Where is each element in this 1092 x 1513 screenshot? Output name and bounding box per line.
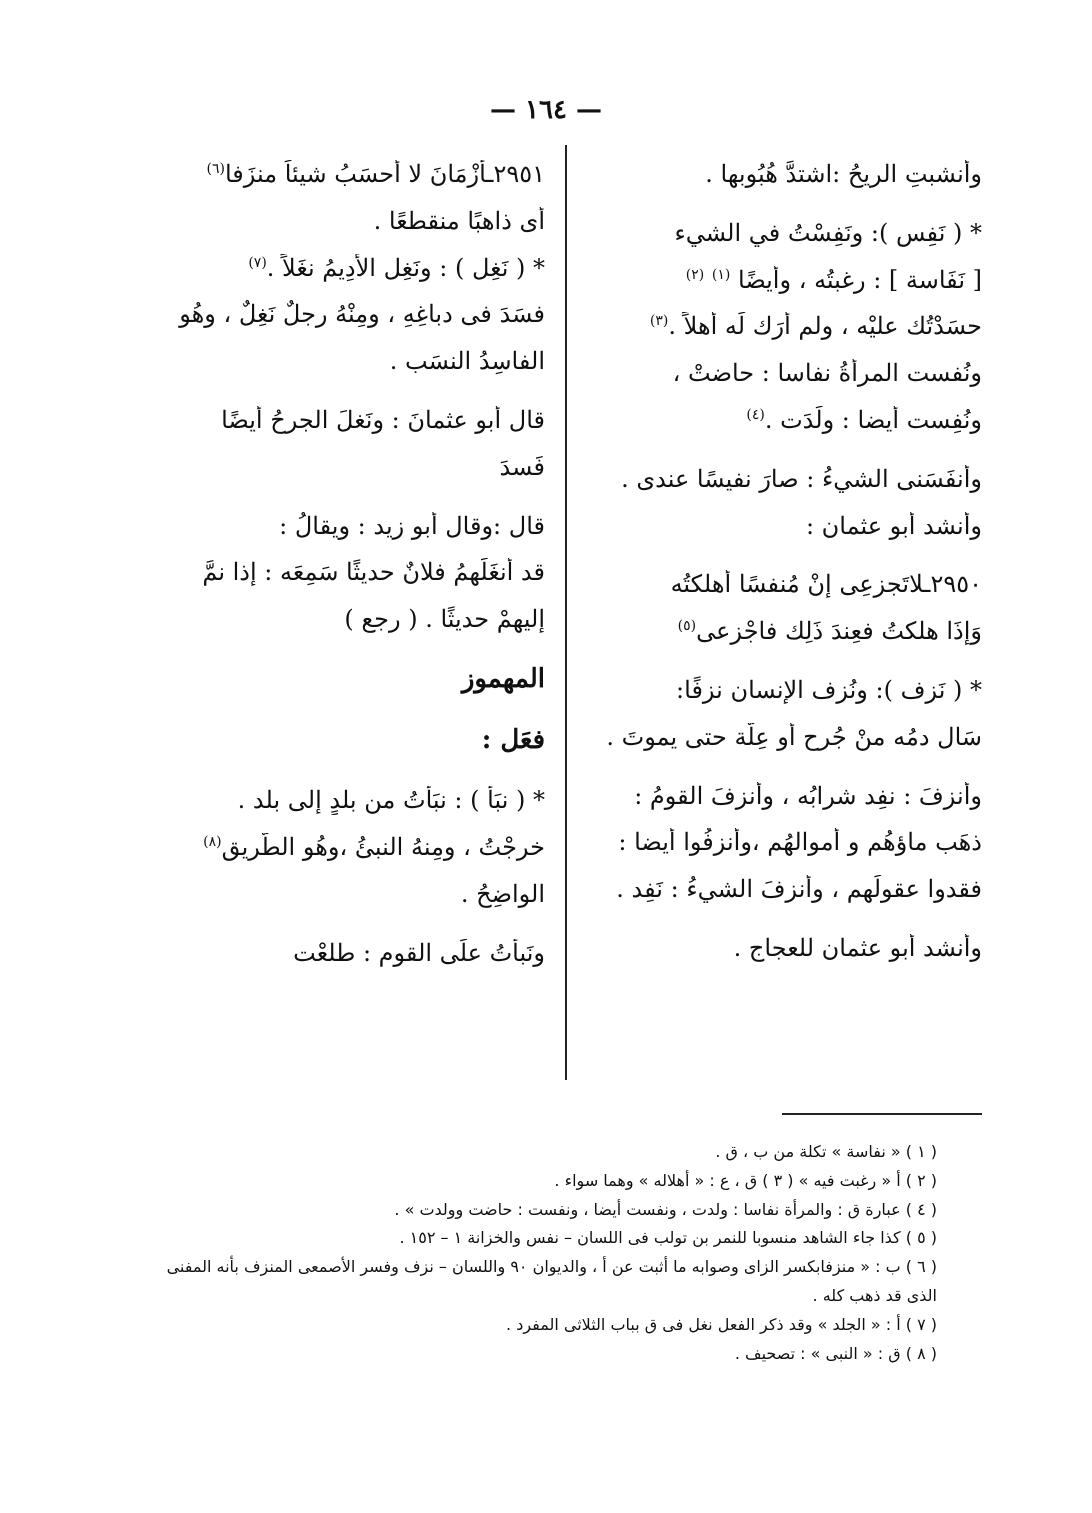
text-line: سَال دمُه منْ جُرحٍ أو عِلَّة حتى يموتَ . — [606, 722, 982, 751]
text-line — [582, 312, 982, 341]
text-line: الفاسِدُ النسَب . — [389, 347, 545, 376]
text-line: * ( نبَأَ ) : نبَأْتُ من بلدٍ إلى بلد . — [237, 786, 545, 815]
text-line: ونَبأْتُ علَى القومِ : طلعْت — [293, 938, 545, 967]
line-text: خرجْتُ ، ومِنهُ النبئُ ،وهُو الطَّريق — [221, 833, 545, 862]
footnote-ref: (٦) — [206, 161, 225, 177]
line-text: حسَدْتُك عليْه ، ولم أرَك لَه أهلاً . — [668, 312, 982, 341]
text-line: فسَدَ فى دباغِهِ ، ومِنْهُ رجلٌ نَغِلٌ ، وهُو — [179, 300, 545, 329]
text-line: وأنفَسَنى الشيءُ : صارَ نفيسًا عندى . — [621, 464, 982, 493]
text-line: وأنزفَ : نفِد شرابُه ، وأنزفَ القومُ : — [634, 781, 982, 810]
footnote-ref: (٥) — [677, 618, 697, 635]
subsection-heading: فعَل : — [481, 725, 545, 756]
footnote-ref: (٢) — [685, 266, 705, 283]
text-line: وأنشبتِ الريحُ :اشتدَّ هُبُوبها . — [705, 160, 982, 188]
footnote-ref: (٣) — [649, 313, 669, 330]
footnote: ( ١ ) « نفاسة » تكلة من ب ، ق . — [715, 1142, 937, 1161]
text-line: فَسدَ — [499, 452, 545, 481]
verse-line — [165, 160, 545, 189]
line-text: وَإذَا هلكتُ فعِندَ ذَلِك فاجْزعى — [696, 617, 982, 646]
line-text: ونُفِست أيضا : ولَدَت . — [764, 405, 982, 434]
left-column — [165, 160, 545, 968]
text-line — [165, 254, 545, 283]
text-line — [165, 833, 545, 862]
text-line: فقدوا عقولَهم ، وأنزفَ الشيءُ : نَفِد . — [616, 875, 982, 904]
footnote: ( ٤ ) عبارة ق : والمرأة نفاسا : ولدت ، ونفست أيضا ، ونفست : حاضت وولدت » . — [394, 1199, 937, 1219]
text-line — [582, 406, 982, 435]
text-line: * ( نَزف ): ونُزف الإنسان نزفًا: — [676, 675, 982, 704]
text-line: قال :وقال أبو زيد : ويقالُ : — [279, 511, 545, 540]
verse-line — [582, 617, 982, 646]
column-divider — [565, 145, 567, 1080]
text-line — [582, 266, 982, 295]
text-line: قال أبو عثمانَ : ونَغلَ الجرحُ أيضًا — [221, 405, 545, 434]
footnote: ( ٧ ) أ : « الجلد » وقد ذكر الفعل نغل فى ق بباب الثلاثى المفرد . — [506, 1314, 937, 1334]
footnotes — [165, 1138, 937, 1368]
footnote-ref: (١) — [711, 266, 731, 283]
verse-line: ٢٩٥٠ـلاتَجزعِى إنْ مُنفسًا أهلكتُه — [670, 570, 982, 599]
line-text: [ نَفَاسة ] : رغبتُه ، وأيضًا — [738, 265, 982, 294]
text-line: الواضِحُ . — [460, 879, 545, 908]
text-line: ونُفست المرأةُ نفاسا : حاضتْ ، — [672, 359, 982, 388]
text-line: ذهَب ماؤهُم و أموالهُم ،وأنزفُوا أيضا : — [618, 828, 982, 857]
footnote: ( ٦ ) ب : « منزفابكسر الزاى وصوابه ما أثبت عن أ ، والديوان ٩٠ واللسان – نزف وفسر الأصمعى المنزف بأنه المفنى الذى قد ذهب كله . — [166, 1257, 937, 1305]
footnote: ( ٢ ) أ « رغبت فيه » ( ٣ ) ق ، ع : « أهلاله » وهما سواء . — [554, 1170, 937, 1190]
text-line: وأنشد أبو عثمان للعجاج . — [733, 933, 982, 962]
page-number: — ١٦٤ — — [489, 95, 603, 125]
footnote-ref: (٨) — [203, 834, 222, 851]
text-line: * ( نَفِس ): ونَفِسْتُ في الشيء — [674, 218, 982, 247]
footnote-ref: (٧) — [248, 254, 267, 271]
right-column — [582, 160, 982, 963]
line-text: * ( نَغِل ) : ونَغِل الأَدِيمُ نغَلاً . — [266, 253, 545, 282]
footnote-ref: (٤) — [746, 406, 765, 423]
footnote: ( ٥ ) كذا جاء الشاهد منسوبا للنمر بن تولب فى اللسان – نفس والخزانة ١ – ١٥٢ . — [399, 1228, 937, 1248]
text-line: أى ذاهبًا منقطعًا . — [373, 206, 545, 235]
text-line: وأنشد أبو عثمان : — [805, 511, 982, 540]
line-text: ٢٩٥١ـأزْمَانَ لا أَحسَبُ شيئاً منزَفا — [224, 160, 545, 188]
section-heading: المهموز — [461, 663, 545, 694]
footnote: ( ٨ ) ق : « النبى » : تصحيف . — [734, 1343, 937, 1363]
text-line: قد أنغَلَهمُ فلانٌ حديثًا سَمِعَه : إذا نمَّ — [202, 558, 545, 587]
text-line: إليهِمْ حديثًا . ( رجع ) — [344, 605, 545, 634]
footnote-rule — [782, 1113, 982, 1115]
